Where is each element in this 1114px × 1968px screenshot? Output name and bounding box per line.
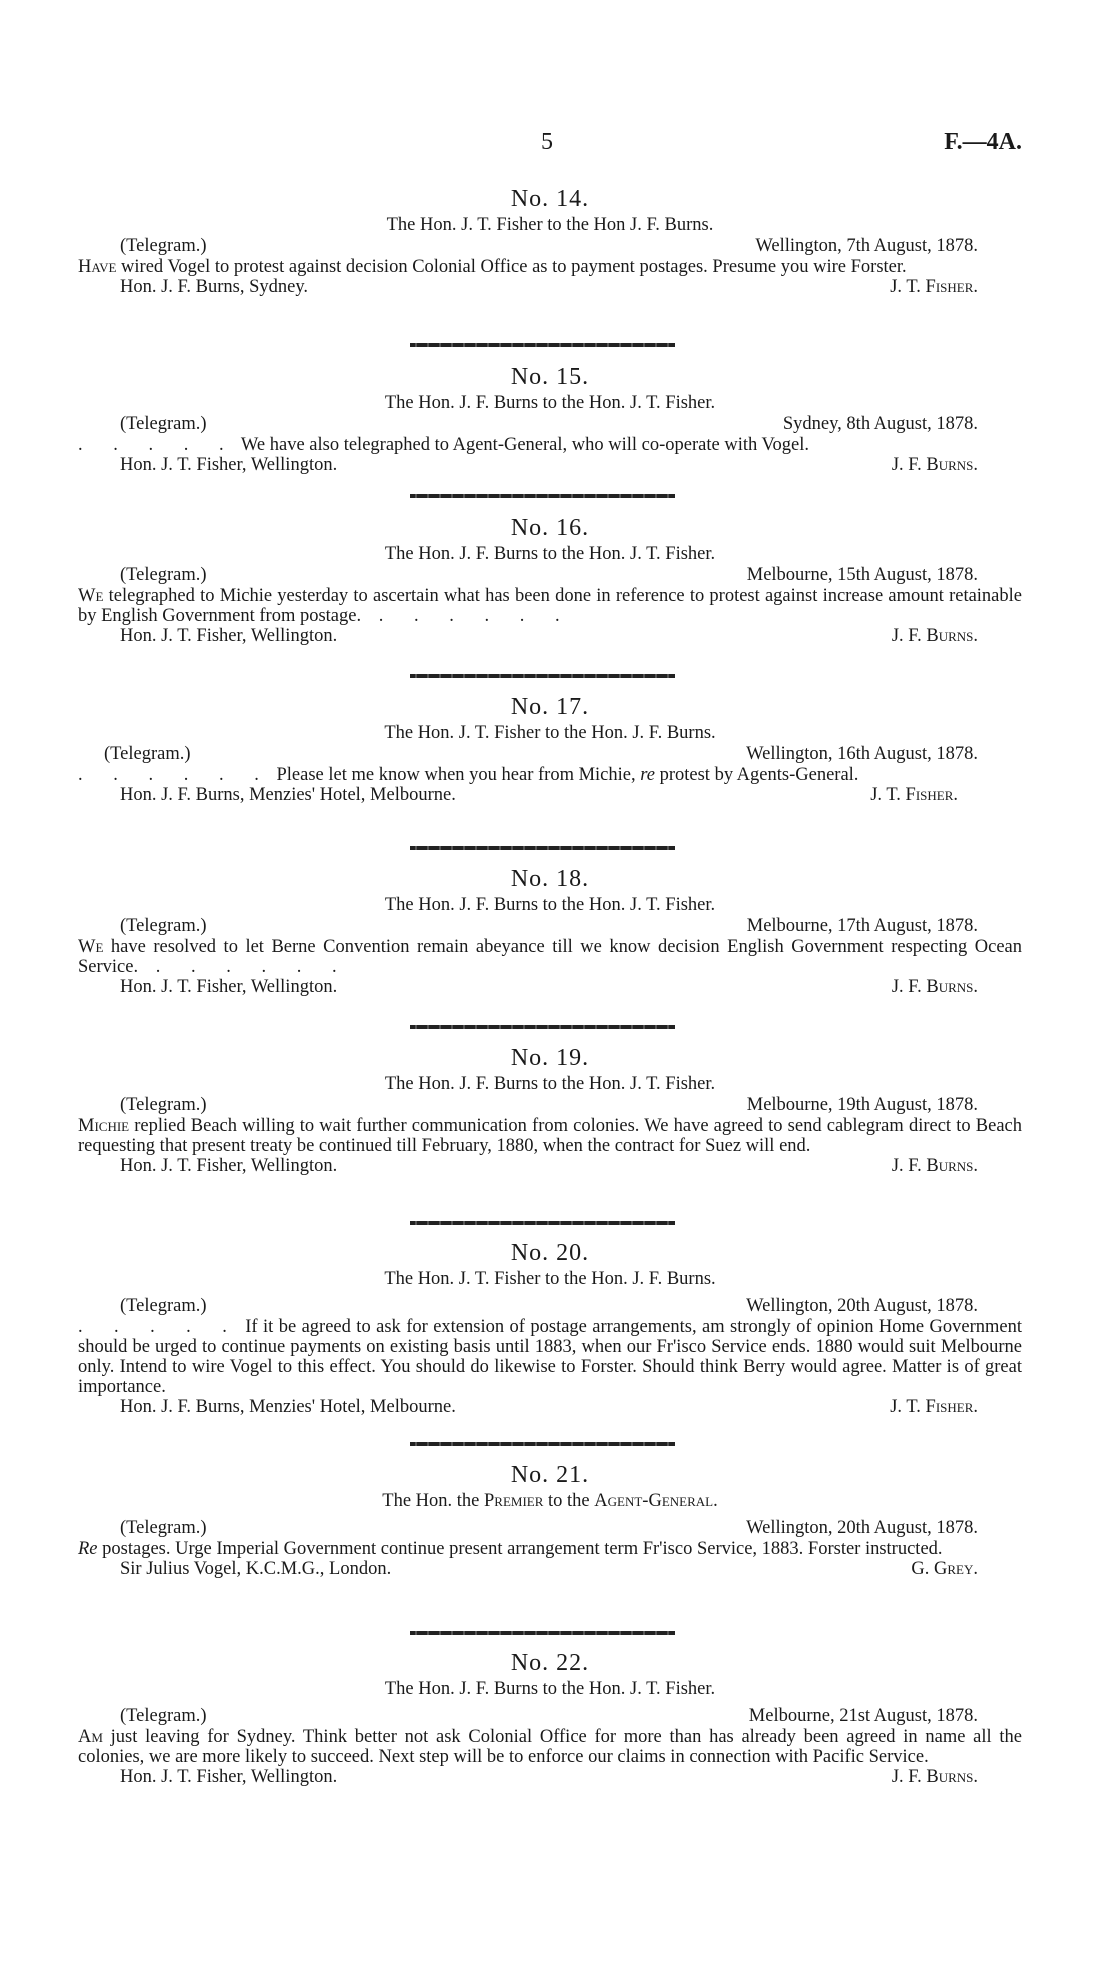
ellipsis-dots: . . . . . . — [78, 765, 272, 785]
signature: J. T. Fisher. — [890, 277, 978, 297]
entry-17 — [78, 692, 1022, 806]
message-body — [78, 765, 1022, 785]
entry-number: No. 21. — [510, 1462, 590, 1488]
body-lead: We — [78, 937, 104, 957]
separator-rule — [410, 343, 675, 347]
ellipsis-dots: . . . . . . — [361, 606, 573, 626]
body-lead: Have — [78, 257, 117, 277]
page-header — [0, 129, 1114, 162]
addressee: Hon. J. F. Burns, Sydney. — [120, 277, 308, 297]
telegram-label: (Telegram.) — [120, 1296, 207, 1316]
entry-number: No. 22. — [510, 1650, 590, 1676]
signature-line — [78, 455, 1022, 476]
place-date: Melbourne, 21st August, 1878. — [748, 1706, 978, 1726]
signature-line — [78, 626, 1022, 647]
telegram-label: (Telegram.) — [120, 565, 207, 585]
telegram-label: (Telegram.) — [120, 414, 207, 434]
addressee: Hon. J. F. Burns, Menzies' Hotel, Melbourne. — [120, 1397, 456, 1417]
body-text: We have also telegraphed to Agent-General, who will co-operate with Vogel. — [236, 435, 809, 455]
entry-number: No. 16. — [510, 515, 590, 541]
entry-number: No. 18. — [510, 866, 590, 892]
telegram-label: (Telegram.) — [120, 916, 207, 936]
separator-rule — [410, 846, 675, 850]
signature-line — [78, 785, 1022, 806]
body-text: wired Vogel to protest against decision Colonial Office as to payment postages. Presume you wire Forster. — [116, 257, 907, 277]
ellipsis-dots: . . . . . — [78, 1317, 240, 1337]
page-number: 5 — [541, 129, 553, 155]
entry-14 — [78, 184, 1022, 298]
place-date: Melbourne, 19th August, 1878. — [746, 1095, 978, 1115]
entry-parties: The Hon. J. F. Burns to the Hon. J. T. Fisher. — [384, 1074, 716, 1094]
place-date: Melbourne, 15th August, 1878. — [746, 565, 978, 585]
entry-parties: The Hon. J. T. Fisher to the Hon. J. F. Burns. — [384, 723, 716, 743]
entry-parties: The Hon. J. T. Fisher to the Hon J. F. Burns. — [386, 215, 714, 235]
body-text: protest by Agents-General. — [654, 765, 859, 785]
telegram-line — [78, 1095, 1022, 1116]
body-text: have resolved to let Berne Convention remain abeyance till we know decision English Government respecting Ocean Service. — [78, 937, 1022, 977]
telegram-line — [78, 236, 1022, 257]
separator-rule — [410, 1025, 675, 1029]
separator-rule — [410, 494, 675, 498]
addressee: Hon. J. T. Fisher, Wellington. — [120, 455, 338, 475]
entry-number: No. 17. — [510, 694, 590, 720]
separator-rule — [410, 1442, 675, 1446]
body-lead: We — [78, 586, 104, 606]
entry-parties: The Hon. J. T. Fisher to the Hon. J. F. Burns. — [384, 1269, 716, 1289]
message-body — [78, 937, 1022, 977]
ellipsis-dots: . . . . . — [78, 435, 237, 455]
entry-number: No. 19. — [510, 1045, 590, 1071]
telegram-line — [78, 414, 1022, 435]
entry-21 — [78, 1460, 1022, 1580]
addressee: Hon. J. F. Burns, Menzies' Hotel, Melbourne. — [120, 785, 456, 805]
telegram-line — [78, 565, 1022, 586]
signature: J. F. Burns. — [891, 455, 978, 475]
entry-19 — [78, 1043, 1022, 1177]
body-text: Please let me know when you hear from Michie, — [271, 765, 641, 785]
addressee: Hon. J. T. Fisher, Wellington. — [120, 1767, 338, 1787]
telegram-label: (Telegram.) — [120, 236, 207, 256]
signature-line — [78, 1397, 1022, 1418]
body-re: re — [640, 765, 655, 785]
telegram-line — [78, 916, 1022, 937]
signature-line — [78, 977, 1022, 998]
body-text: just leaving for Sydney. Think better not ask Colonial Office for more than has already been agreed in name all the colonies, we are more likely to succeed. Next step will be to enforce our claims in connection with Pacific Service. — [78, 1727, 1022, 1767]
telegram-label: (Telegram.) — [120, 1518, 207, 1538]
message-body — [78, 435, 1022, 455]
place-date: Wellington, 20th August, 1878. — [746, 1296, 978, 1316]
entry-22 — [78, 1648, 1022, 1788]
entry-parties: The Hon. the Premier to the Agent-General. — [382, 1491, 718, 1511]
signature: G. Grey. — [911, 1559, 978, 1579]
separator-rule — [410, 674, 675, 678]
body-text: If it be agreed to ask for extension of postage arrangements, am strongly of opinion Home Government should be urged to continue payments on existing basis until 1883, when our Fr'isco Service ends. 1880 would suit Melbourne only. Intend to wire Vogel to this effect. You should do likewise to Forster. Should think Berry would agree. Matter is of great importance. — [78, 1317, 1022, 1397]
telegram-line — [78, 1700, 1022, 1727]
signature-line — [78, 1767, 1022, 1788]
parties-agent-general: Agent-General — [594, 1491, 714, 1511]
message-body — [78, 1116, 1022, 1156]
signature: J. T. Fisher. — [890, 1397, 978, 1417]
separator-rule — [410, 1221, 675, 1225]
place-date: Sydney, 8th August, 1878. — [782, 414, 978, 434]
place-date: Melbourne, 17th August, 1878. — [746, 916, 978, 936]
message-body — [78, 257, 1022, 277]
addressee: Hon. J. T. Fisher, Wellington. — [120, 977, 338, 997]
signature: J. F. Burns. — [891, 1156, 978, 1176]
ellipsis-dots: . . . . . . — [138, 957, 350, 977]
addressee: Hon. J. T. Fisher, Wellington. — [120, 626, 338, 646]
signature: J. F. Burns. — [891, 1767, 978, 1787]
telegram-line — [78, 1512, 1022, 1539]
message-body — [78, 1317, 1022, 1397]
telegram-label: (Telegram.) — [120, 1095, 207, 1115]
body-lead: Michie — [78, 1116, 130, 1136]
place-date: Wellington, 7th August, 1878. — [755, 236, 978, 256]
body-text: postages. Urge Imperial Government continue present arrangement term Fr'isco Service, 1883. Forster instructed. — [97, 1539, 943, 1559]
entry-15 — [78, 362, 1022, 476]
entry-number: No. 15. — [510, 364, 590, 390]
body-lead: Am — [78, 1727, 103, 1747]
telegram-label: (Telegram.) — [104, 744, 191, 764]
entry-20 — [78, 1238, 1022, 1418]
addressee: Hon. J. T. Fisher, Wellington. — [120, 1156, 338, 1176]
entry-parties: The Hon. J. F. Burns to the Hon. J. T. Fisher. — [384, 895, 716, 915]
message-body — [78, 1727, 1022, 1767]
entry-parties: The Hon. J. F. Burns to the Hon. J. T. Fisher. — [384, 393, 716, 413]
addressee: Sir Julius Vogel, K.C.M.G., London. — [120, 1559, 392, 1579]
entry-parties: The Hon. J. F. Burns to the Hon. J. T. Fisher. — [384, 544, 716, 564]
entry-16 — [78, 513, 1022, 647]
signature: J. F. Burns. — [891, 977, 978, 997]
entry-18 — [78, 864, 1022, 998]
place-date: Wellington, 16th August, 1878. — [746, 744, 978, 764]
message-body — [78, 586, 1022, 626]
message-body — [78, 1539, 1022, 1559]
entry-number: No. 20. — [510, 1240, 590, 1266]
body-text: telegraphed to Michie yesterday to ascertain what has been done in reference to protest against increase amount retainable by English Government from postage. — [78, 586, 1022, 626]
telegram-line — [78, 744, 1022, 765]
signature-line — [78, 277, 1022, 298]
entry-number: No. 14. — [510, 186, 590, 212]
body-re: Re — [78, 1539, 98, 1559]
signature-line — [78, 1559, 1022, 1580]
document-reference: F.—4A. — [944, 129, 1022, 155]
parties-premier: Premier — [484, 1491, 544, 1511]
entry-parties: The Hon. J. F. Burns to the Hon. J. T. Fisher. — [384, 1679, 716, 1699]
signature: J. T. Fisher. — [870, 785, 958, 805]
signature-line — [78, 1156, 1022, 1177]
body-text: replied Beach willing to wait further communication from colonies. We have agreed to send cablegram direct to Beach requesting that present treaty be continued till February, 1880, when the contract for Suez will end. — [78, 1116, 1022, 1156]
telegram-line — [78, 1290, 1022, 1317]
place-date: Wellington, 20th August, 1878. — [746, 1518, 978, 1538]
telegram-label: (Telegram.) — [120, 1706, 207, 1726]
separator-rule — [410, 1631, 675, 1635]
signature: J. F. Burns. — [891, 626, 978, 646]
